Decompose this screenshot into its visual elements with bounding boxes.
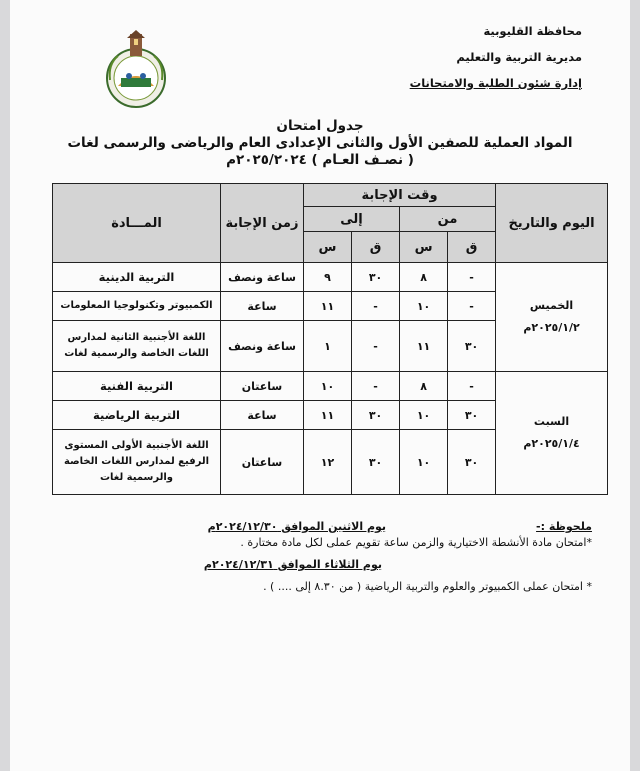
duration-cell: ساعة ونصف	[221, 263, 304, 292]
from-hour-cell: ١٠	[400, 430, 448, 495]
title-block	[40, 118, 600, 169]
from-header: من	[400, 207, 496, 232]
title-line-1: جدول امتحان	[276, 118, 364, 134]
day-label: السبت	[533, 415, 570, 428]
to-minute-header: ق	[352, 232, 400, 263]
notes-section	[40, 519, 592, 595]
notes-first-line	[40, 519, 592, 535]
duration-cell: ساعتان	[221, 430, 304, 495]
from-minute-cell: ٣٠	[448, 321, 496, 372]
duration-cell: ساعة	[221, 401, 304, 430]
table-row	[53, 263, 608, 292]
to-minute-cell: ٣٠	[352, 430, 400, 495]
day-date-header: اليوم والتاريخ	[496, 184, 608, 263]
day-date-cell	[496, 263, 608, 372]
to-hour-cell: ١٠	[304, 372, 352, 401]
to-header: إلى	[304, 207, 400, 232]
duration-header: زمن الإجابة	[221, 184, 304, 263]
to-minute-cell: -	[352, 292, 400, 321]
header-block	[410, 18, 582, 96]
from-hour-cell: ١٠	[400, 292, 448, 321]
from-minute-cell: -	[448, 292, 496, 321]
to-hour-cell: ١١	[304, 401, 352, 430]
to-hour-cell: ١٢	[304, 430, 352, 495]
duration-cell: ساعتان	[221, 372, 304, 401]
to-minute-cell: -	[352, 372, 400, 401]
subject-cell: التربية الدينية	[53, 263, 221, 292]
from-minute-cell: ٣٠	[448, 401, 496, 430]
from-minute-cell: -	[448, 263, 496, 292]
notes-text-1: *امتحان مادة الأنشطة الاختيارية والزمن ساعة تقويم عملى لكل مادة مختارة .	[240, 536, 592, 549]
from-hour-cell: ١٠	[400, 401, 448, 430]
to-hour-header: س	[304, 232, 352, 263]
title-line-2: المواد العملية للصفين الأول والثانى الإعدادى العام والرياضى والرسمى لغات	[67, 135, 573, 151]
subject-cell: اللغة الأجنبية الثانية لمدارس اللغات الخاصة والرسمية لغات	[53, 321, 221, 372]
subject-cell: اللغة الأجنبية الأولى المستوى الرفيع لمدارس اللغات الخاصة والرسمية لغات	[53, 430, 221, 495]
duration-cell: ساعة	[221, 292, 304, 321]
subject-cell: التربية الفنية	[53, 372, 221, 401]
notes-date-1: يوم الاثنين الموافق ٢٠٢٤/١٢/٣٠م	[207, 520, 387, 533]
notes-date-2: يوم الثلاثاء الموافق ٢٠٢٤/١٢/٣١م	[203, 558, 382, 571]
date-label: ٢٠٢٥/١/٤م	[523, 437, 580, 450]
day-date-cell	[496, 372, 608, 495]
department-label: إدارة شئون الطلبة والامتحانات	[409, 76, 582, 90]
answer-time-header: وقت الإجابة	[304, 184, 496, 207]
to-minute-cell: -	[352, 321, 400, 372]
subject-header: المـــادة	[53, 184, 221, 263]
to-hour-cell: ٩	[304, 263, 352, 292]
from-hour-cell: ٨	[400, 263, 448, 292]
date-label: ٢٠٢٥/١/٢م	[523, 321, 580, 334]
notes-label: ملحوظة :-	[536, 520, 592, 533]
to-hour-cell: ١	[304, 321, 352, 372]
exam-document	[10, 0, 630, 771]
directorate-label: مديرية التربية والتعليم	[456, 50, 582, 64]
notes-text-2: * امتحان عملى الكمبيوتر والعلوم والتربية الرياضية ( من ٨.٣٠ إلى .... ) .	[263, 580, 592, 593]
table-row	[53, 372, 608, 401]
to-minute-cell: ٣٠	[352, 401, 400, 430]
subject-cell: الكمبيوتر وتكنولوجيا المعلومات	[53, 292, 221, 321]
from-hour-cell: ١١	[400, 321, 448, 372]
from-hour-header: س	[400, 232, 448, 263]
exam-schedule-table	[52, 183, 608, 495]
from-minute-header: ق	[448, 232, 496, 263]
duration-cell: ساعة ونصف	[221, 321, 304, 372]
governorate-logo	[96, 30, 176, 110]
from-minute-cell: -	[448, 372, 496, 401]
to-minute-cell: ٣٠	[352, 263, 400, 292]
from-hour-cell: ٨	[400, 372, 448, 401]
subject-cell: التربية الرياضية	[53, 401, 221, 430]
day-label: الخميس	[529, 299, 574, 312]
governorate-label: محافظة القليوبية	[483, 24, 582, 38]
title-line-3: ( نصـف العـام ) ٢٠٢٥/٢٠٢٤م	[226, 152, 414, 168]
from-minute-cell: ٣٠	[448, 430, 496, 495]
to-hour-cell: ١١	[304, 292, 352, 321]
